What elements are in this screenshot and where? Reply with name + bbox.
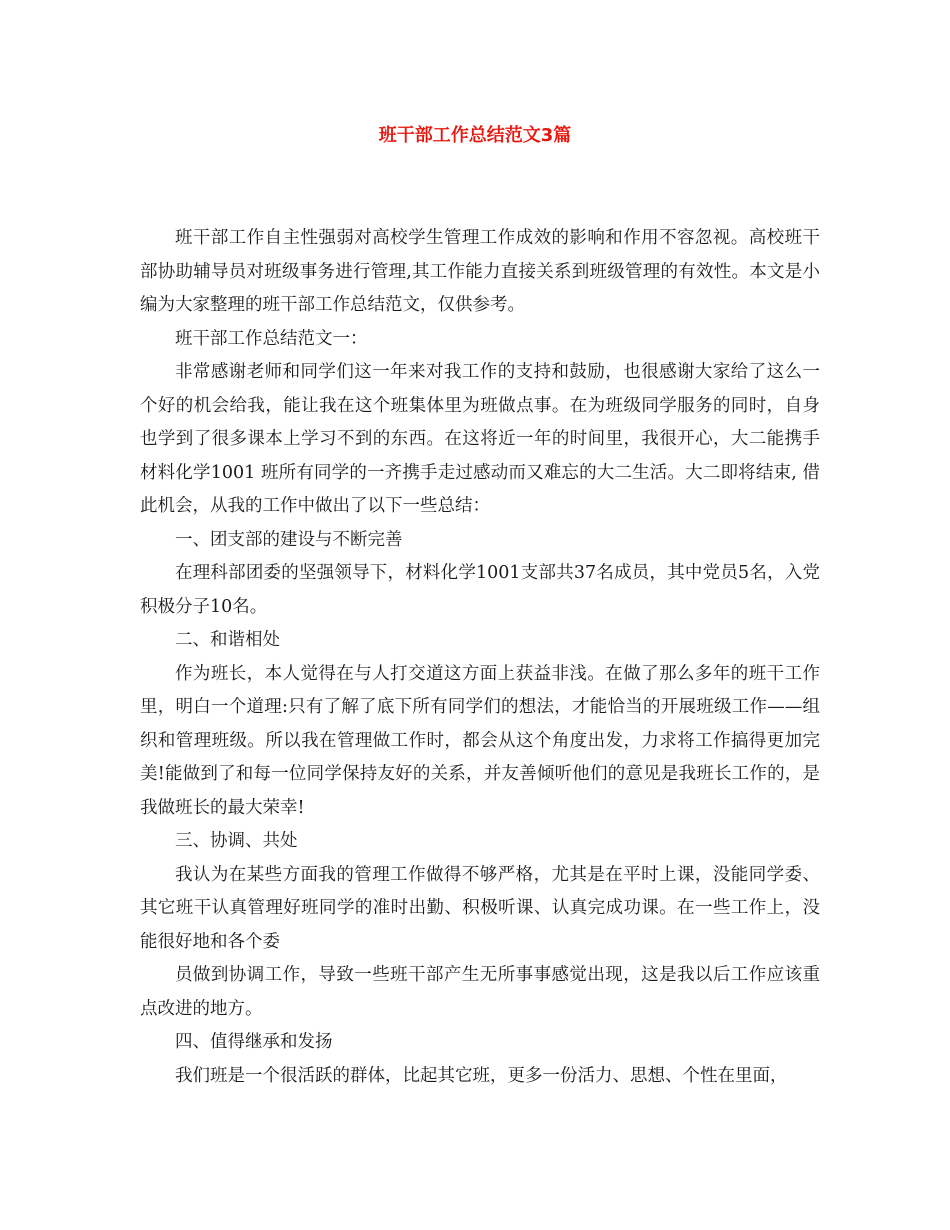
section-heading-sample-one: 班干部工作总结范文一： [175, 328, 368, 349]
document-title: 班干部工作总结范文3篇 [378, 125, 572, 146]
section-heading-coordination: 三、协调、共处 [175, 831, 298, 851]
paragraph-coordination: 我认为在某些方面我的管理工作做得不够严格，尤其是在平时上课，没能同学委、其它班干认真管理好班同学的准时出勤、积极听课、认真完成功课。在一些工作上，没能很好地和各个委 [140, 864, 820, 952]
section-heading-inherit: 四、值得继承和发扬 [175, 1032, 333, 1052]
paragraph-coordination-continued: 员做到协调工作，导致一些班干部产生无所事事感觉出现，这是我以后工作应该重点改进的地方。 [140, 965, 820, 1019]
document-body [140, 222, 820, 1093]
paragraph-harmony: 作为班长，本人觉得在与人打交道这方面上获益非浅。在做了那么多年的班干工作里，明白一个道理:只有了解了底下所有同学们的想法，才能恰当的开展班级工作——组织和管理班级。所以我在管理做工作时，都会从这个角度出发，力求将工作搞得更加完美!能做到了和每一位同学保持友好的关系，并友善倾听他们的意见是我班长工作的，是我做班长的最大荣幸! [140, 663, 820, 818]
paragraph-inherit: 我们班是一个很活跃的群体，比起其它班，更多一份活力、思想、个性在里面， [175, 1065, 788, 1086]
section-heading-league-branch: 一、团支部的建设与不断完善 [175, 529, 403, 550]
paragraph-intro: 班干部工作自主性强弱对高校学生管理工作成效的影响和作用不容忽视。高校班干部协助辅导员对班级事务进行管理,其工作能力直接关系到班级管理的有效性。本文是小编为大家整理的班干部工作总结范文，仅供参考。 [140, 228, 820, 315]
section-heading-harmony: 二、和谐相处 [175, 630, 280, 650]
paragraph-thanks: 非常感谢老师和同学们这一年来对我工作的支持和鼓励，也很感谢大家给了这么一个好的机会给我，能让我在这个班集体里为班做点事。在为班级同学服务的同时，自身也学到了很多课本上学习不到的东西。在这将近一年的时间里，我很开心，大二能携手材料化学1001 班所有同学的一齐携手走过感动而又难忘的大二生活。大二即将结束, 借此机会，从我的工作中做出了以下一些总结： [140, 362, 820, 516]
paragraph-league-branch: 在理科部团委的坚强领导下，材料化学1001支部共37名成员，其中党员5名，入党积极分子10名。 [140, 563, 820, 617]
